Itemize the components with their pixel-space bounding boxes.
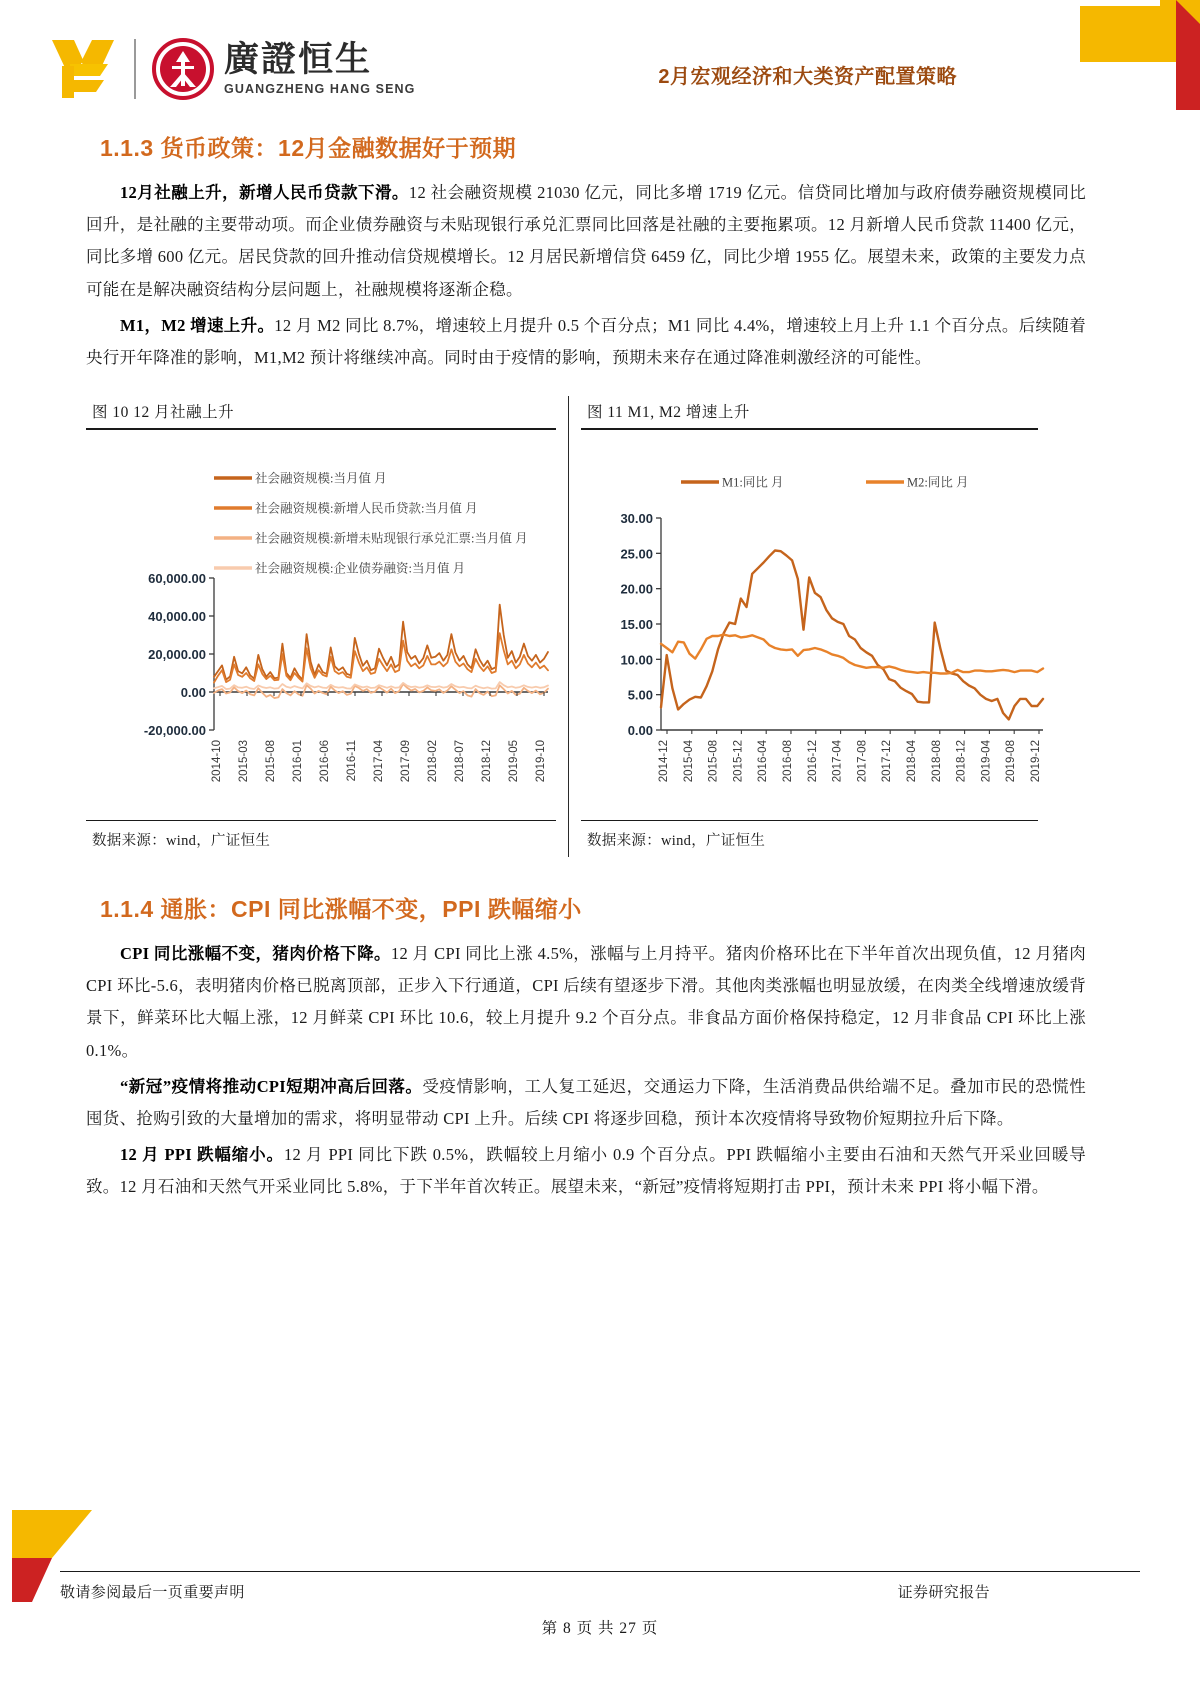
svg-text:社会融资规模:当月值 月: 社会融资规模:当月值 月	[255, 471, 387, 486]
svg-text:20.00: 20.00	[620, 581, 653, 597]
page-footer	[60, 1571, 1140, 1638]
svg-text:40,000.00: 40,000.00	[148, 609, 206, 625]
svg-text:30.00: 30.00	[620, 511, 653, 527]
svg-text:2018-12: 2018-12	[481, 740, 493, 783]
svg-text:2016-12: 2016-12	[806, 740, 819, 783]
svg-text:M2:同比 月: M2:同比 月	[907, 475, 969, 490]
footer-report-type: 证券研究报告	[897, 1585, 990, 1601]
svg-text:2019-12: 2019-12	[1030, 740, 1042, 783]
svg-text:2018-04: 2018-04	[906, 740, 918, 783]
svg-text:2017-04: 2017-04	[831, 740, 844, 783]
yz-logo-icon	[48, 36, 118, 102]
svg-text:10.00: 10.00	[620, 652, 653, 668]
page-header	[0, 28, 1200, 114]
section-heading-inflation: 1.1.4 通胀：CPI 同比涨幅不变，PPI 跌幅缩小	[100, 896, 582, 923]
logo-company-name-en: GUANGZHENG HANG SENG	[224, 82, 416, 96]
svg-text:M1:同比 月: M1:同比 月	[722, 475, 784, 490]
svg-text:2015-08: 2015-08	[707, 740, 720, 783]
figure-10-chart	[86, 430, 556, 820]
paragraph-lead-m1-m2: M1，M2 增速上升。	[120, 315, 275, 335]
svg-text:2018-12: 2018-12	[955, 740, 968, 783]
svg-text:2016-08: 2016-08	[782, 740, 794, 783]
svg-text:2015-04: 2015-04	[682, 740, 695, 783]
figure-10	[86, 396, 556, 857]
svg-text:2017-12: 2017-12	[881, 740, 894, 783]
svg-text:2016-01: 2016-01	[292, 740, 304, 783]
section-heading-monetary: 1.1.3 货币政策：12月金融数据好于预期	[100, 135, 517, 161]
paragraph-text-epidemic-cpi: 受疫情影响，工人复工延迟，交通运力下降，生活消费品供给端不足。叠加市民的恐慌性囤货、抢购引致的大量增加的需求，将明显带动 CPI 上升。后续 CPI 将逐步回稳，预计本次疫情将导致物价短期拉升后下降。	[86, 1076, 1087, 1128]
paragraph-lead-social-financing: 12月社融上升，新增人民币贷款下滑。	[120, 183, 409, 202]
company-logo	[48, 36, 415, 102]
svg-text:2019-08: 2019-08	[1005, 740, 1018, 783]
figure-11	[568, 396, 1042, 857]
svg-text:2019-04: 2019-04	[980, 740, 993, 783]
svg-text:20,000.00: 20,000.00	[148, 647, 206, 663]
figure-row	[86, 396, 1086, 857]
svg-text:0.00: 0.00	[180, 685, 206, 701]
svg-text:0.00: 0.00	[627, 723, 653, 739]
svg-text:2015-12: 2015-12	[732, 740, 745, 783]
svg-text:2016-06: 2016-06	[319, 740, 331, 783]
svg-text:2016-04: 2016-04	[757, 740, 770, 783]
svg-text:60,000.00: 60,000.00	[148, 571, 206, 587]
svg-text:2018-02: 2018-02	[427, 740, 439, 783]
paragraph-epidemic-cpi	[86, 1071, 1086, 1135]
paragraph-social-financing	[86, 177, 1086, 306]
figure-11-caption: 图 11 M1, M2 增速上升	[587, 404, 750, 422]
seal-logo-icon	[152, 38, 214, 100]
paragraph-text-social-financing: 12 社会融资规模 21030 亿元，同比多增 1719 亿元。信贷同比增加与政府债券融资规模同比回升，是社融的主要带动项。而企业债券融资与未贴现银行承兑汇票同比回落是社融的主要拖累项。12 月新增人民币贷款 11400 亿元，同比多增 600 亿元。居民贷款的回升推动信贷规模增长。12 月居民新增信贷 6459 亿，同比少增 1955 亿。展望未来，政策的主要发力点可能在是解决融资结构分层问题上，社融规模将逐渐企稳。	[86, 183, 1087, 299]
paragraph-cpi	[86, 938, 1086, 1067]
figure-10-caption: 图 10 12 月社融上升	[92, 404, 235, 422]
svg-text:15.00: 15.00	[620, 617, 653, 633]
svg-text:-20,000.00: -20,000.00	[143, 723, 206, 739]
paragraph-m1-m2	[86, 310, 1086, 374]
svg-text:社会融资规模:新增人民币贷款:当月值 月: 社会融资规模:新增人民币贷款:当月值 月	[255, 501, 478, 516]
paragraph-text-ppi: 12 月 PPI 同比下跌 0.5%，跌幅较上月缩小 0.9 个百分点。PPI 跌幅缩小主要由石油和天然气开采业回暖导致。12 月石油和天然气开采业同比 5.8%，于下半年首次转正。展望未来，“新冠”疫情将短期打击 PPI，预计未来 PPI 将小幅下滑。	[86, 1145, 1087, 1197]
svg-text:2017-04: 2017-04	[373, 740, 385, 783]
paragraph-text-cpi: 12 月 CPI 同比上涨 4.5%，涨幅与上月持平。猪肉价格环比在下半年首次出现负值，12 月猪肉 CPI 环比-5.6，表明猪肉价格已脱离顶部，正步入下行通道，CPI 后续有望逐步下滑。其他肉类涨幅也明显放缓，在肉类全线增速放缓背景下，鲜菜环比大幅上涨，12 月鲜菜 CPI 环比 10.6，较上月提升 9.2 个百分点。非食品方面价格保持稳定，12 月非食品 CPI 环比上涨 0.1%。	[86, 944, 1086, 1060]
figure-11-chart	[581, 430, 1042, 820]
svg-text:2015-03: 2015-03	[238, 740, 250, 783]
svg-text:2015-08: 2015-08	[265, 740, 277, 783]
paragraph-lead-epidemic-cpi: “新冠”疫情将推动CPI短期冲高后回落。	[120, 1076, 423, 1096]
svg-text:社会融资规模:企业债券融资:当月值 月: 社会融资规模:企业债券融资:当月值 月	[255, 561, 466, 576]
svg-text:2019-05: 2019-05	[508, 740, 520, 783]
svg-text:2014-12: 2014-12	[658, 740, 670, 783]
footer-page-number: 第 8 页 共 27 页	[541, 1620, 659, 1637]
paragraph-lead-cpi: CPI 同比涨幅不变，猪肉价格下降。	[120, 944, 391, 964]
svg-text:25.00: 25.00	[620, 546, 653, 562]
paragraph-lead-ppi: 12 月 PPI 跌幅缩小。	[120, 1145, 284, 1165]
paragraph-text-m1-m2: 12 月 M2 同比 8.7%，增速较上月提升 0.5 个百分点；M1 同比 4.4%，增速较上月上升 1.1 个百分点。后续随着央行开年降准的影响，M1,M2 预计将继续冲高。同时由于疫情的影响，预期未来存在通过降准刺激经济的可能性。	[86, 315, 1086, 367]
svg-text:2016-11: 2016-11	[346, 740, 358, 782]
footer-disclaimer: 敬请参阅最后一页重要声明	[60, 1585, 245, 1601]
svg-text:5.00: 5.00	[627, 687, 653, 703]
logo-divider	[134, 39, 136, 99]
svg-text:社会融资规模:新增未贴现银行承兑汇票:当月值 月: 社会融资规模:新增未贴现银行承兑汇票:当月值 月	[255, 531, 528, 546]
svg-text:2019-10: 2019-10	[535, 740, 547, 783]
svg-text:2017-08: 2017-08	[856, 740, 869, 783]
figure-10-source: 数据来源：wind，广证恒生	[92, 833, 271, 850]
figure-11-source: 数据来源：wind，广证恒生	[587, 833, 766, 850]
logo-company-name-cn: 廣證恒生	[224, 40, 373, 79]
paragraph-ppi	[86, 1139, 1086, 1203]
svg-text:2014-10: 2014-10	[211, 740, 223, 783]
svg-text:2017-09: 2017-09	[400, 740, 412, 783]
document-content	[86, 130, 1086, 1207]
report-header-title: 2月宏观经济和大类资产配置策略	[658, 66, 957, 88]
svg-text:2018-08: 2018-08	[930, 740, 943, 783]
svg-text:2018-07: 2018-07	[454, 740, 466, 783]
